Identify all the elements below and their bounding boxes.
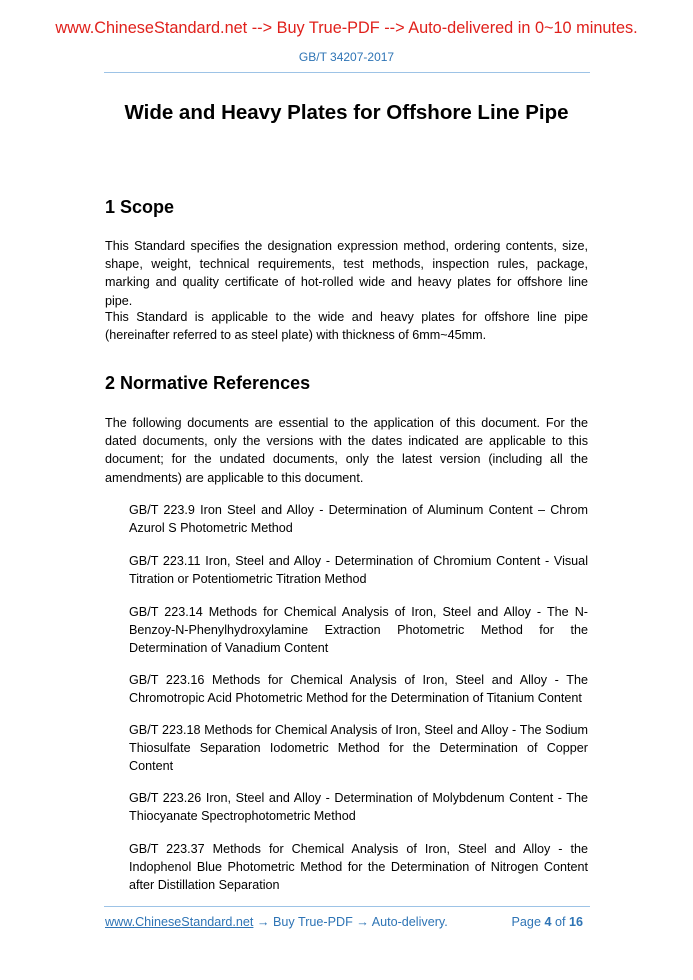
footer xyxy=(105,915,588,929)
section-heading-scope: 1 Scope xyxy=(105,197,175,217)
page-label: Page xyxy=(511,915,541,929)
header-divider xyxy=(104,72,590,73)
section-heading-normative-references: 2 Normative References xyxy=(105,373,311,393)
reference-item: GB/T 223.16 Methods for Chemical Analysis of Iron, Steel and Alloy - The Chromotropic Acid Photometric Method for the Determination of Titanium Content xyxy=(129,673,588,706)
reference-item: GB/T 223.37 Methods for Chemical Analysis of Iron, Steel and Alloy - the Indophenol Blue Photometric Method for the Determination of Nitrogen Content after Distillation Separation xyxy=(129,842,588,893)
footer-link[interactable]: www.ChineseStandard.net xyxy=(105,915,254,929)
reference-item: GB/T 223.18 Methods for Chemical Analysis of Iron, Steel and Alloy - The Sodium Thiosulfate Separation Iodometric Method for the Determination of Copper Content xyxy=(129,723,588,774)
standard-number: GB/T 34207-2017 xyxy=(298,50,395,64)
page-indicator xyxy=(512,915,583,929)
promo-banner[interactable]: www.ChineseStandard.net --> Buy True-PDF --> Auto-delivered in 0~10 minutes. xyxy=(55,19,638,37)
reference-item: GB/T 223.9 Iron Steel and Alloy - Determination of Aluminum Content – Chrom Azurol S Photometric Method xyxy=(129,503,588,536)
reference-item: GB/T 223.14 Methods for Chemical Analysis of Iron, Steel and Alloy - The N-Benzoy-N-Phenylhydroxylamine Extraction Photometric Method for the Determination of Vanadium Content xyxy=(129,605,588,656)
total-pages: 16 xyxy=(568,915,583,929)
document-title: Wide and Heavy Plates for Offshore Line Pipe xyxy=(124,101,569,124)
reference-item: GB/T 223.26 Iron, Steel and Alloy - Determination of Molybdenum Content - The Thiocyanate Spectrophotometric Method xyxy=(129,791,588,824)
current-page: 4 xyxy=(544,915,552,929)
scope-paragraph: This Standard is applicable to the wide and heavy plates for offshore line pipe (hereinafter referred to as steel plate) with thickness of 6mm~45mm. xyxy=(105,310,588,343)
scope-paragraph: This Standard specifies the designation expression method, ordering contents, size, shape, weight, technical requirements, test methods, inspection rules, package, marking and quality certificate of hot-rolled wide and heavy plates for offshore line pipe. xyxy=(105,239,588,308)
references-intro: The following documents are essential to the application of this document. For the dated documents, only the versions with the dates indicated are applicable to this document; for the undated documents, only the latest version (including all the amendments) are applicable to this document. xyxy=(105,416,588,485)
of-label: of xyxy=(554,915,566,929)
footer-text: → Buy True-PDF → Auto-delivery. xyxy=(253,915,448,929)
footer-divider xyxy=(104,906,590,907)
reference-item: GB/T 223.11 Iron, Steel and Alloy - Determination of Chromium Content - Visual Titration or Potentiometric Titration Method xyxy=(129,554,588,587)
